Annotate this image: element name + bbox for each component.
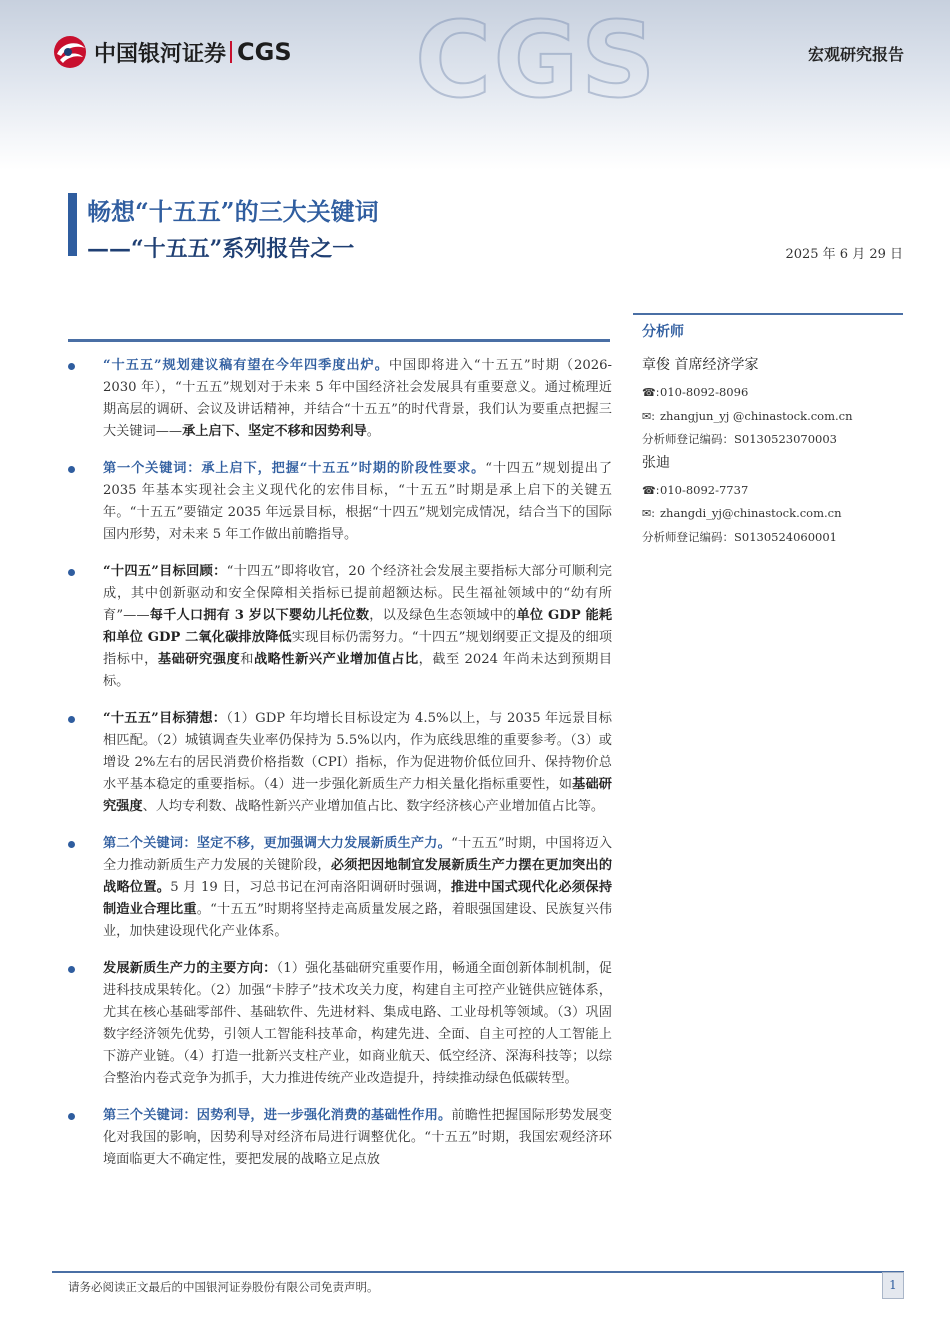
bullet-dot-icon: [68, 716, 75, 723]
bullet-dot-icon: [68, 841, 75, 848]
bullet-bold: “十五五”目标猜想：: [103, 711, 227, 726]
analyst-heading: 分析师: [642, 324, 684, 340]
bullet-lead: 第二个关键词：坚定不移，更加强调大力发展新质生产力。: [103, 836, 452, 851]
analyst-registration: 分析师登记编码：S0130523070003: [642, 432, 837, 446]
bullet-bold: 基础研究强度: [103, 777, 612, 814]
bullet-item: [66, 708, 612, 818]
bullet-item: [66, 958, 612, 1090]
analyst-name: 章俊 首席经济学家: [642, 357, 759, 373]
bullet-bold: 基础研究强度: [157, 652, 241, 667]
bullet-text: “十五五”时期，中国将迈入全力推动新质生产力发展的关键阶段，: [103, 836, 613, 873]
phone-icon: ☎:: [642, 386, 660, 399]
main-divider: [68, 339, 610, 342]
bullet-bold: “十四五”目标回顾：: [103, 564, 227, 579]
analyst-email: [642, 405, 904, 429]
bullet-text: （1）强化基础研究重要作用，畅通全面创新体制机制，促进科技成果转化。（2）加强“卡脖子”技术攻关力度，构建自主可控产业链供应链体系，尤其在核心基础零部件、基础软件、先进材料、集成电路、工业母机等领域。（3）巩固数字经济领先优势，引领人工智能科技革命，构建先进、全面、自主可控的人工智能上下游产业链。（4）打造一批新兴支柱产业，如商业航天、低空经济、深海科技等；以综合整治内卷式竞争为抓手，大力推进传统产业改造提升，持续推动绿色低碳转型。: [103, 961, 612, 1086]
footer-divider: [52, 1271, 904, 1273]
analyst-phone: [642, 381, 904, 405]
bullet-bold: 承上启下、坚定不移和因势利导: [182, 424, 367, 439]
bullet-lead: 第一个关键词：承上启下，把握“十五五”时期的阶段性要求。: [103, 461, 486, 476]
bullet-text: “十四五”规划提出了 2035 年基本实现社会主义现代化的宏伟目标，“十五五”时期是承上启下的关键五年。“十五五”要锚定 2035 年远景目标，根据“十四五”规划完成情况，结合当下的国际国内形势，对未来 5 年工作做出前瞻指导。: [103, 461, 613, 542]
report-date: 2025 年 6 月 29 日: [785, 247, 903, 262]
analyst-email: [642, 502, 904, 526]
page-number: 1: [882, 1272, 904, 1299]
bullet-lead: 第三个关键词：因势利导，进一步强化消费的基础性作用。: [103, 1108, 452, 1123]
bullet-item: [66, 561, 612, 693]
email-address[interactable]: zhangjun_yj @chinastock.com.cn: [660, 408, 853, 423]
bullet-dot-icon: [68, 363, 75, 370]
mail-icon: ✉:: [642, 507, 655, 520]
phone-icon: ☎:: [642, 483, 660, 497]
analyst-name: 张迪: [642, 454, 670, 471]
bullet-text: 。“十五五”时期将坚持走高质量发展之路，着眼强国建设、民族复兴伟业，加快建设现代化产业体系。: [103, 902, 613, 939]
bullet-text: 中国即将进入“十五五”时期（2026-2030 年），“十五五”规划对于未来 5 年中国经济社会发展具有重要意义。通过梳理近期高层的调研、会议及讲话精神，并结合“十五五”的时代背景，我们认为要重点把握三大关键词——: [103, 358, 612, 439]
bullet-text: 、人均专利数、战略性新兴产业增加值占比、数字经济核心产业增加值占比等。: [142, 799, 605, 814]
bullet-text: 实现目标仍需努力。“十四五”规划纲要正文提及的细项指标中，: [103, 630, 613, 667]
cgs-watermark: CGS: [415, 0, 658, 121]
summary-bullets: [66, 355, 612, 1186]
bullet-item: [66, 355, 612, 443]
bullet-text: 5 月 19 日，习总书记在河南洛阳调研时强调，: [170, 880, 451, 895]
analyst-sidebar: [642, 321, 904, 548]
bullet-bold: 战略性新兴产业增加值占比: [253, 652, 419, 667]
company-logo: [52, 34, 292, 70]
bullet-item: [66, 458, 612, 546]
bullet-text: 。: [366, 424, 380, 439]
bullet-dot-icon: [68, 466, 75, 473]
sidebar-divider: [633, 313, 903, 315]
bullet-bold: 每千人口拥有 3 岁以下婴幼儿托位数: [149, 608, 370, 623]
bullet-text: （1）GDP 年均增长目标设定为 4.5%以上，与 2035 年远景目标相匹配。（2）城镇调查失业率仍保持为 5.5%以内，作为底线思维的重要参考。（3）或增设 2%左右的居民消费价格指数（CPI）指标，作为促进物价低位回升、保持物价总水平基本稳定的重要指标。（4）进一步强化新质生产力相关量化指标重要性，如: [103, 711, 612, 792]
phone-number: 010-8092-8096: [660, 385, 749, 399]
bullet-bold: 发展新质生产力的主要方向：: [103, 961, 277, 976]
bullet-dot-icon: [68, 1113, 75, 1120]
bullet-item: [66, 1105, 612, 1171]
bullet-text: “十四五”即将收官，20 个经济社会发展主要指标大部分可顺利完成，其中创新驱动和安全保障相关指标已提前超额达标。民生福祉领域中的“幼有所育”——: [103, 564, 612, 623]
analyst-registration: 分析师登记编码：S0130524060001: [642, 529, 837, 544]
galaxy-logo-icon: [52, 34, 88, 70]
bullet-bold: 推进中国式现代化必须保持制造业合理比重: [103, 880, 613, 917]
footer-disclaimer: 请务必阅读正文最后的中国银河证券股份有限公司免责声明。: [68, 1280, 379, 1294]
email-address[interactable]: zhangdi_yj@chinastock.com.cn: [660, 506, 842, 520]
bullet-item: [66, 833, 612, 943]
bullet-text: 和: [240, 652, 254, 667]
report-type: 宏观研究报告: [807, 45, 904, 64]
report-subtitle: ——“十五五”系列报告之一: [87, 236, 355, 262]
phone-number: 010-8092-7737: [660, 482, 749, 497]
bullet-text: 前瞻性把握国际形势发展变化对我国的影响，因势利导对经济布局进行调整优化。“十五五”时期，我国宏观经济环境面临更大不确定性，要把发展的战略立足点放: [103, 1108, 612, 1167]
analyst-phone: [642, 479, 904, 503]
bullet-dot-icon: [68, 966, 75, 973]
logo-separator: [230, 41, 232, 63]
title-accent-bar: [68, 193, 77, 256]
bullet-text: ，以及绿色生态领域中的: [369, 608, 517, 623]
report-title: 畅想“十五五”的三大关键词: [87, 197, 379, 226]
logo-text: 中国银河证券: [94, 41, 227, 67]
mail-icon: ✉:: [642, 409, 655, 423]
bullet-dot-icon: [68, 569, 75, 576]
logo-cgs: CGS: [237, 38, 292, 66]
bullet-bold: 必须把因地制宜发展新质生产力摆在更加突出的战略位置。: [103, 858, 613, 895]
bullet-text: ，截至 2024 年尚未达到预期目标。: [103, 652, 613, 689]
bullet-lead: “十五五”规划建议稿有望在今年四季度出炉。: [103, 358, 389, 373]
bullet-bold: 单位 GDP 能耗和单位 GDP 二氧化碳排放降低: [103, 608, 613, 645]
